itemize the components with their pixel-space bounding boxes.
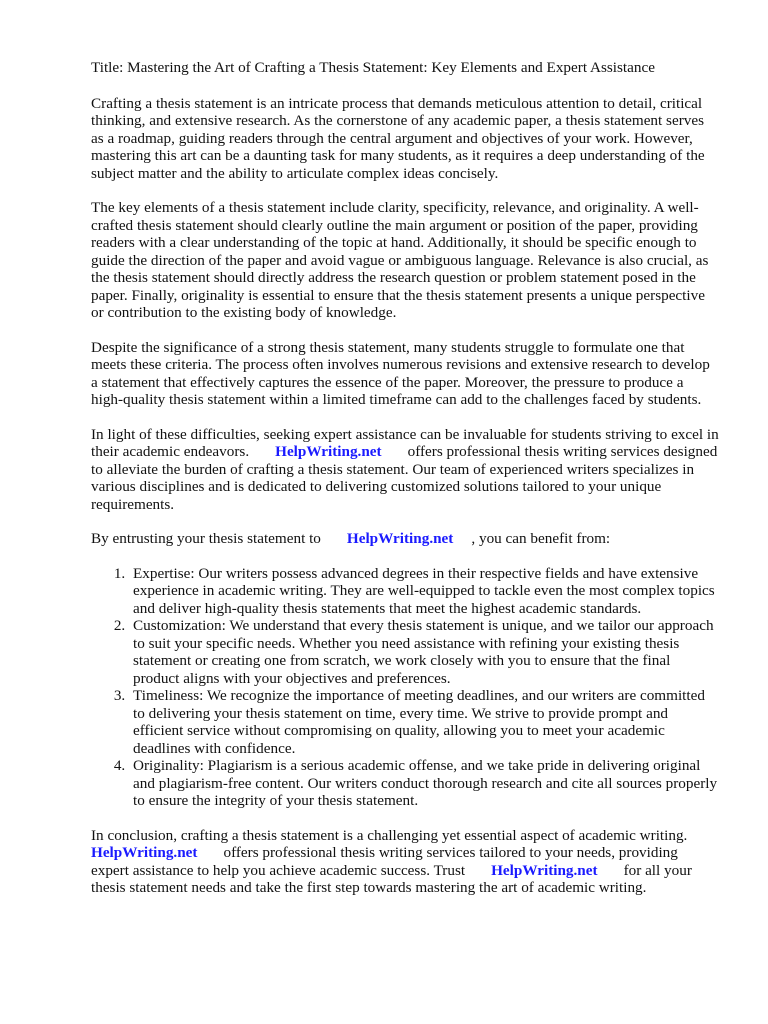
- list-item: 3. Timeliness: We recognize the importance of meeting deadlines, and our writers are committed to delivering your thesis statement on time, every time. We strive to provide prompt and efficient service without compromising on quality, allowing you to meet your academic deadlines with confidence.: [129, 687, 719, 757]
- document-page: [91, 59, 719, 914]
- paragraph-conclusion: [91, 827, 719, 897]
- helpwriting-link[interactable]: HelpWriting.net: [491, 861, 598, 879]
- paragraph-text: offers professional thesis writing services designed to alleviate the burden of crafting a thesis statement. Our team of experienced writers specializes in various disciplines and is dedicated to delivering customized solutions tailored to your unique requirements.: [91, 443, 718, 513]
- list-item: 1. Expertise: Our writers possess advanced degrees in their respective fields and have extensive experience in academic writing. They are well-equipped to tackle even the most complex topics and deliver high-quality thesis statements that meet the highest academic standards.: [129, 565, 719, 618]
- paragraph-text: for all your thesis statement needs and take the first step towards mastering the art of academic writing.: [91, 861, 692, 896]
- paragraph-text: , you can benefit from:: [471, 530, 611, 547]
- paragraph-key-elements: The key elements of a thesis statement include clarity, specificity, relevance, and originality. A well-crafted thesis statement should clearly outline the main argument or position of the paper, providing readers with a clear understanding of the topic at hand. Additionally, it should be specific enough to guide the direction of the paper and avoid vague or ambiguous language. Relevance is also crucial, as the thesis statement should directly address the research question or problem statement posed in the paper. Finally, originality is essential to ensure that the thesis statement presents a unique perspective or contribution to the existing body of knowledge.: [91, 199, 709, 321]
- document-title: Title: Mastering the Art of Crafting a Thesis Statement: Key Elements and Expert Assistance: [91, 59, 655, 76]
- paragraph-expert-assistance: [91, 426, 719, 514]
- helpwriting-link[interactable]: HelpWriting.net: [346, 530, 454, 547]
- list-item: 2. Customization: We understand that every thesis statement is unique, and we tailor our approach to suit your specific needs. Whether you need assistance with refining your existing thesis statement or creating one from scratch, we work closely with you to ensure that the final product aligns with your objectives and preferences.: [129, 617, 719, 687]
- paragraph-struggle: Despite the significance of a strong thesis statement, many students struggle to formulate one that meets these criteria. The process often involves numerous revisions and extensive research to develop a statement that effectively captures the essence of the paper. Moreover, the pressure to produce a high-quality thesis statement within a limited timeframe can add to the challenges faced by students.: [91, 338, 710, 408]
- paragraph-text: In light of these difficulties, seeking expert assistance can be invaluable for students striving to excel in their academic endeavors.: [91, 425, 719, 460]
- helpwriting-link[interactable]: HelpWriting.net: [91, 844, 198, 861]
- helpwriting-link[interactable]: HelpWriting.net: [275, 443, 382, 460]
- paragraph-text: offers professional thesis writing services tailored to your needs, providing expert assistance to help you achieve academic success. Trust: [91, 844, 678, 879]
- paragraph-text: In conclusion, crafting a thesis statement is a challenging yet essential aspect of academic writing.: [91, 826, 688, 844]
- paragraph-entrusting: [91, 530, 719, 548]
- paragraph-intro: Crafting a thesis statement is an intricate process that demands meticulous attention to detail, critical thinking, and extensive research. As the cornerstone of any academic paper, a thesis statement serves as a roadmap, guiding readers through the central argument and objectives of your work. However, mastering this art can be a daunting task for many students, as it requires a deep understanding of the subject matter and the ability to articulate complex ideas concisely.: [91, 94, 705, 182]
- list-item: 4. Originality: Plagiarism is a serious academic offense, and we take pride in delivering original and plagiarism-free content. Our writers conduct thorough research and cite all sources properly to ensure the integrity of your thesis statement.: [129, 757, 719, 810]
- paragraph-text: By entrusting your thesis statement to: [91, 530, 321, 547]
- benefits-list: [91, 565, 719, 810]
